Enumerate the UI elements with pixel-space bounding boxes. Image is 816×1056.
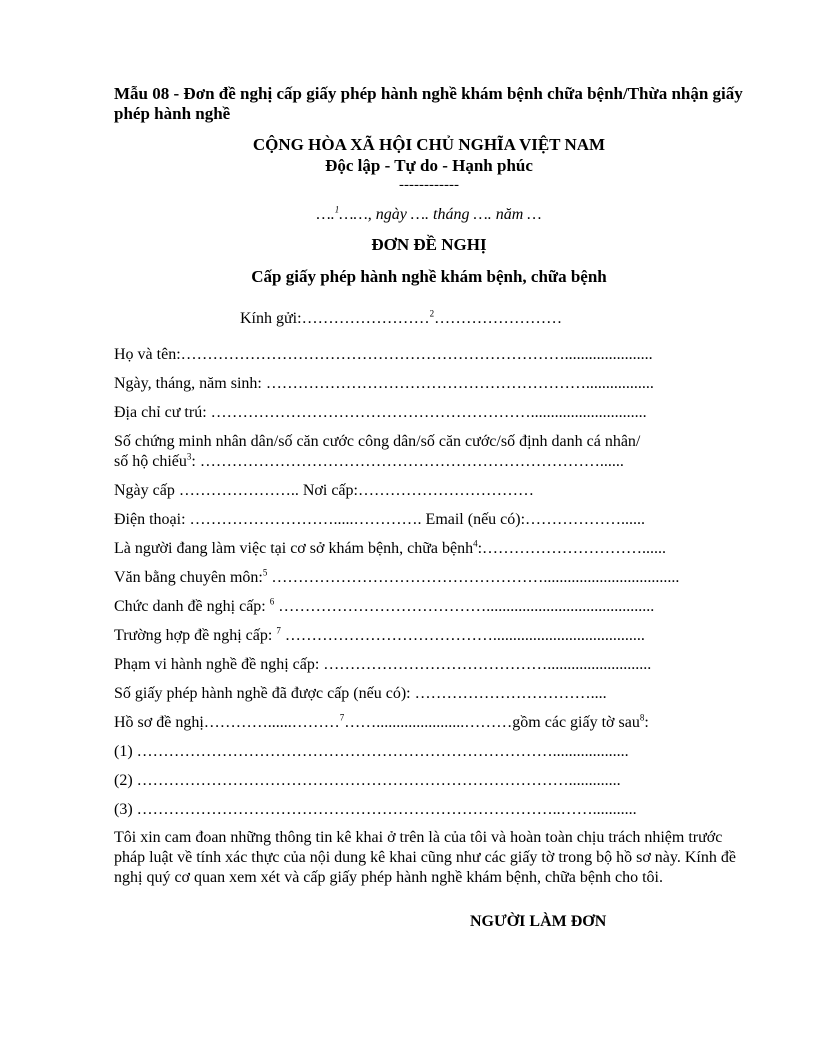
field-dossier [114, 713, 744, 733]
degree-label: Văn bằng chuyên môn: [114, 569, 263, 586]
workplace-dots: :…………………………...... [477, 540, 667, 557]
greeting-after: …………………… [434, 310, 563, 327]
id-line-2 [114, 452, 744, 472]
field-address: Địa chỉ cư trú: ……………………………………………………............................. [114, 404, 647, 421]
position-label: Chức danh đề nghị cấp: [114, 598, 270, 615]
footnote-ref-2: 2 [429, 308, 435, 319]
dossier-end: : [644, 714, 649, 731]
date-line [114, 205, 744, 225]
footnote-ref-7b: 7 [339, 712, 345, 723]
signer-label: NGƯỜI LÀM ĐƠN [470, 913, 607, 930]
form-title: Mẫu 08 - Đơn đề nghị cấp giấy phép hành nghề khám bệnh chữa bệnh/Thừa nhận giấy phép hành nghề [114, 84, 743, 123]
id-line-2-label: số hộ chiếu [114, 453, 187, 470]
document-subtitle: Cấp giấy phép hành nghề khám bệnh, chữa bệnh [251, 267, 607, 286]
motto: Độc lập - Tự do - Hạnh phúc [325, 156, 533, 175]
id-line-2-dots: : …………………………………………………………………...... [191, 453, 624, 470]
field-position [114, 597, 744, 617]
dossier-mid: ……......................………gồm các giấy tờ sau [344, 714, 640, 731]
field-issue: Ngày cấp ………………….. Nơi cấp:…………………………… [114, 482, 534, 499]
field-license: Số giấy phép hành nghề đã được cấp (nếu có): …………………………….... [114, 685, 607, 702]
field-id-number [114, 432, 744, 472]
field-case [114, 626, 744, 646]
field-workplace [114, 539, 744, 559]
dossier-item-1: (1) ……………………………………………………………………................... [114, 743, 629, 760]
field-dob: Ngày, tháng, năm sinh: ……………………………………………………................. [114, 375, 654, 392]
nation-header: CỘNG HÒA XÃ HỘI CHỦ NGHĨA VIỆT NAM [252, 135, 606, 154]
dossier-item-3: (3) ……………………………………………………………………..……........... [114, 801, 637, 818]
separator: ------------ [399, 177, 459, 193]
dossier-label: Hồ sơ đề nghị…………......……… [114, 714, 340, 731]
field-name: Họ và tên:………………………………………………………………...................... [114, 346, 653, 363]
dossier-item-2: (2) ………………………………………………………………………............. [114, 772, 621, 789]
footnote-ref-1: 1 [334, 204, 340, 215]
case-label: Trường hợp đề nghị cấp: [114, 627, 277, 644]
footnote-ref-4: 4 [473, 538, 478, 549]
footnote-ref-5: 5 [262, 567, 268, 578]
field-phone-email: Điện thoại: ……………………….....…………. Email (nếu có):………………...... [114, 511, 646, 528]
footnote-ref-6: 6 [269, 596, 275, 607]
greeting-line [240, 309, 744, 329]
degree-dots: …………………………………………….................................. [267, 569, 680, 586]
footnote-ref-7: 7 [276, 625, 281, 636]
greeting-before: Kính gửi:…………………… [240, 310, 430, 327]
workplace-label: Là người đang làm việc tại cơ sở khám bệnh, chữa bệnh [114, 540, 474, 557]
commitment-paragraph: Tôi xin cam đoan những thông tin kê khai ở trên là của tôi và hoàn toàn chịu trách nhiệm trước pháp luật về tính xác thực của nội dung kê khai cũng như các giấy tờ trong bộ hồ sơ này. Kính đề nghị quý cơ quan xem xét và cấp giấy phép hành nghề khám bệnh, chữa bệnh cho tôi. [114, 829, 736, 886]
date-before: …. [316, 206, 335, 223]
document-title: ĐƠN ĐỀ NGHỊ [371, 235, 487, 254]
footnote-ref-3: 3 [186, 451, 192, 462]
date-after: ……, ngày …. tháng …. năm … [339, 206, 542, 223]
id-line-1: Số chứng minh nhân dân/số căn cước công dân/số căn cước/số định danh cá nhân/ [114, 433, 641, 450]
footnote-ref-8: 8 [639, 712, 645, 723]
field-degree [114, 568, 744, 588]
case-dots: …………………………………...................................... [280, 627, 645, 644]
document-page [114, 84, 744, 932]
position-dots: ………………………………….......................................... [274, 598, 655, 615]
field-scope: Phạm vi hành nghề đề nghị cấp: …………………………………….......................... [114, 656, 652, 673]
